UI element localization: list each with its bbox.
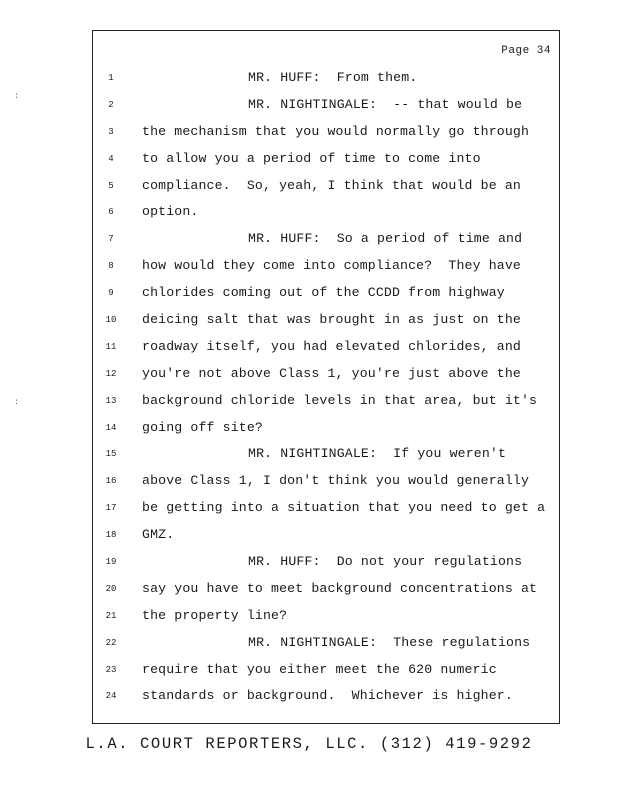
line-text: MR. HUFF: Do not your regulations bbox=[248, 554, 523, 570]
line-text: MR. NIGHTINGALE: If you weren't bbox=[248, 446, 507, 462]
transcript-line bbox=[93, 361, 559, 388]
line-text: GMZ. bbox=[142, 527, 175, 543]
line-number: 1 bbox=[108, 73, 114, 83]
transcript-line bbox=[93, 468, 559, 495]
transcript-line bbox=[93, 173, 559, 200]
line-number: 2 bbox=[108, 99, 114, 110]
line-text: above Class 1, I don't think you would generally bbox=[142, 473, 530, 489]
line-text: be getting into a situation that you need to get a bbox=[142, 500, 546, 516]
transcript-line bbox=[93, 522, 559, 549]
reporter-footer: L.A. COURT REPORTERS, LLC. (312) 419-9292 bbox=[85, 735, 533, 753]
line-text: MR. NIGHTINGALE: -- that would be bbox=[248, 96, 523, 112]
line-text: standards or background. Whichever is higher. bbox=[142, 688, 513, 704]
transcript-line bbox=[93, 549, 559, 576]
line-number: 19 bbox=[105, 557, 117, 568]
transcript-lines bbox=[93, 65, 559, 710]
transcript-line bbox=[93, 683, 559, 710]
line-number: 11 bbox=[105, 341, 117, 352]
line-text: the property line? bbox=[142, 607, 288, 623]
transcript-line bbox=[93, 199, 559, 226]
scan-speck: : bbox=[14, 398, 19, 407]
line-number: 7 bbox=[108, 234, 114, 245]
transcript-line bbox=[93, 253, 559, 280]
line-text: roadway itself, you had elevated chlorides, and bbox=[142, 338, 521, 354]
transcript-line bbox=[93, 65, 559, 92]
line-number: 5 bbox=[108, 180, 114, 191]
scan-speck: : bbox=[14, 92, 19, 101]
transcript-line bbox=[93, 307, 559, 334]
transcript-line bbox=[93, 334, 559, 361]
line-number: 4 bbox=[108, 153, 114, 164]
line-text: to allow you a period of time to come into bbox=[142, 150, 481, 166]
transcript-line bbox=[93, 388, 559, 415]
transcript-line bbox=[93, 146, 559, 173]
line-text: going off site? bbox=[142, 419, 263, 435]
transcript-line bbox=[93, 603, 559, 630]
line-number: 8 bbox=[108, 261, 114, 272]
line-text: say you have to meet background concentrations at bbox=[142, 580, 538, 596]
line-number: 9 bbox=[108, 288, 114, 299]
line-number: 10 bbox=[105, 315, 117, 326]
line-text: background chloride levels in that area, but it's bbox=[142, 392, 538, 408]
line-number: 21 bbox=[105, 610, 117, 621]
line-number: 18 bbox=[105, 530, 117, 541]
transcript-line bbox=[93, 495, 559, 522]
line-text: how would they come into compliance? They have bbox=[142, 258, 521, 274]
transcript-line bbox=[93, 119, 559, 146]
transcript-line bbox=[93, 280, 559, 307]
line-text: option. bbox=[142, 204, 199, 220]
transcript-line bbox=[93, 630, 559, 657]
line-text: the mechanism that you would normally go through bbox=[142, 123, 530, 139]
transcript-line bbox=[93, 415, 559, 442]
transcript-page bbox=[92, 30, 560, 724]
line-number: 24 bbox=[105, 691, 117, 702]
line-number: 16 bbox=[105, 476, 117, 487]
line-text: MR. HUFF: From them. bbox=[248, 70, 418, 85]
line-text: require that you either meet the 620 numeric bbox=[142, 661, 497, 677]
line-text: MR. HUFF: So a period of time and bbox=[248, 231, 523, 247]
line-text: you're not above Class 1, you're just above the bbox=[142, 365, 521, 381]
transcript-line bbox=[93, 576, 559, 603]
line-number: 12 bbox=[105, 368, 117, 379]
line-number: 17 bbox=[105, 503, 117, 514]
transcript-line bbox=[93, 92, 559, 119]
line-number: 3 bbox=[108, 126, 114, 137]
line-number: 22 bbox=[105, 637, 117, 648]
line-number: 15 bbox=[105, 449, 117, 460]
transcript-line bbox=[93, 226, 559, 253]
page-number: Page 34 bbox=[501, 45, 551, 57]
line-number: 6 bbox=[108, 207, 114, 218]
line-number: 20 bbox=[105, 583, 117, 594]
transcript-line bbox=[93, 441, 559, 468]
line-number: 14 bbox=[105, 422, 117, 433]
line-text: deicing salt that was brought in as just on the bbox=[142, 312, 521, 328]
line-text: chlorides coming out of the CCDD from highway bbox=[142, 285, 505, 301]
line-text: compliance. So, yeah, I think that would be an bbox=[142, 177, 521, 193]
line-number: 13 bbox=[105, 395, 117, 406]
line-text: MR. NIGHTINGALE: These regulations bbox=[248, 634, 531, 650]
line-number: 23 bbox=[105, 664, 117, 675]
transcript-line bbox=[93, 657, 559, 684]
